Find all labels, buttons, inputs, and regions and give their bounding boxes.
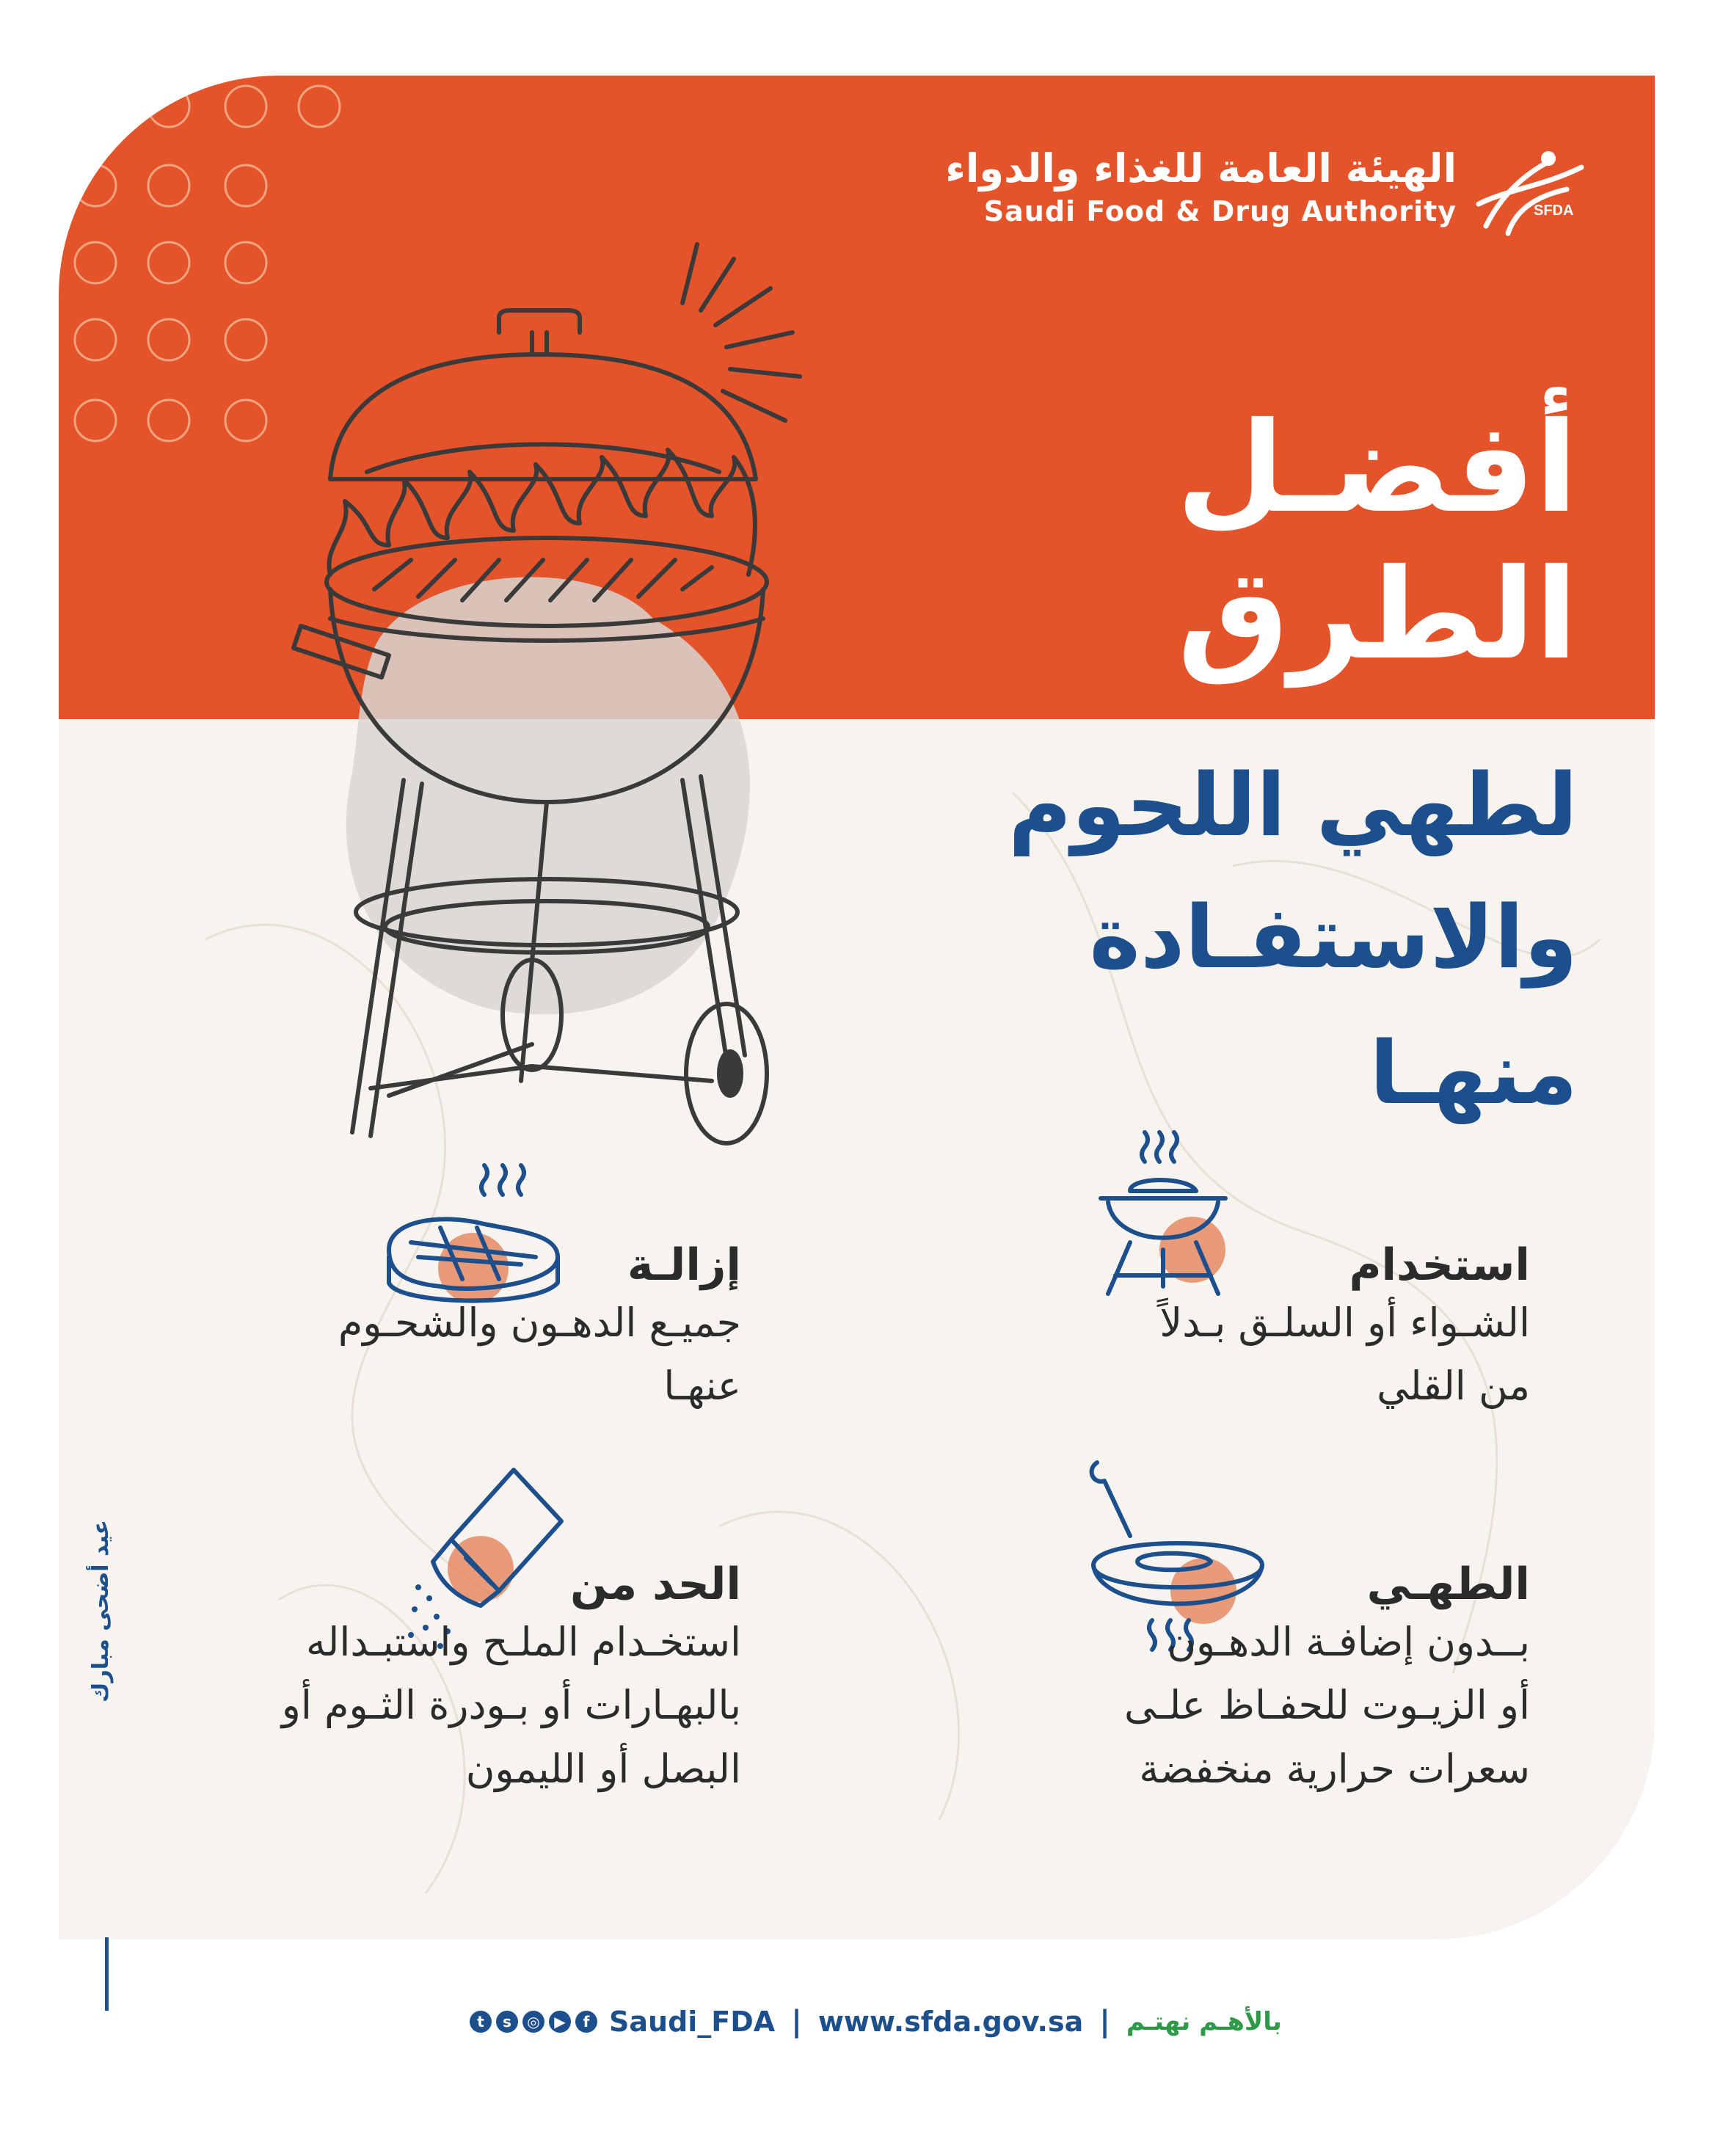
facebook-icon[interactable]: f [575, 2011, 597, 2033]
footer-separator: | [1099, 2005, 1110, 2039]
headline-line-2: الطرق [1177, 542, 1578, 688]
headline-line-3: لطهي اللحوم [1008, 754, 1578, 856]
youtube-icon[interactable]: ▶ [549, 2011, 571, 2033]
tip-remove-fat-body: جميـع الدهـون والشحـوم عنهـا [338, 1300, 741, 1410]
tip-remove-fat-title: إزالـة [627, 1239, 741, 1291]
headline-line-5: منهـا [1369, 1022, 1578, 1123]
side-greeting: عيد أضحى مبارك [88, 1519, 114, 1702]
tip-limit-salt [227, 1558, 741, 1801]
headline-line-4: والاستفـادة [1089, 886, 1578, 988]
kettle-grill-illustration [242, 237, 866, 1264]
tip-grilling-title: استخدام [1349, 1239, 1530, 1291]
logo-arabic-name: الهيئة العامة للغذاء والدواء [945, 145, 1457, 192]
sfda-emblem-icon [1464, 145, 1589, 241]
social-handle[interactable]: Saudi_FDA [609, 2006, 776, 2038]
headline-line-1: أفضـل [1176, 396, 1578, 541]
tip-limit-salt-body: استخـدام الملـح واستبـداله بالبهـارات أو بـودرة الثـوم أو البصل أو الليمون [281, 1619, 741, 1792]
tip-grilling [1016, 1239, 1530, 1418]
footer-contents [470, 1996, 1282, 2047]
tip-cooking-title: الطهـي [1366, 1559, 1530, 1610]
tip-limit-salt-title: الحد من [569, 1559, 741, 1610]
tip-cooking [1016, 1558, 1530, 1801]
tip-remove-fat [227, 1239, 741, 1418]
footer-tagline: بالأهـم نهتـم [1126, 2007, 1282, 2036]
svg-text:SFDA: SFDA [1534, 203, 1574, 219]
footer-separator: | [791, 2005, 802, 2039]
tip-grilling-body: الشـواء أو السلـق بـدلاً من القلي [1159, 1300, 1530, 1410]
snapchat-icon[interactable]: s [496, 2011, 518, 2033]
logo-english-name: Saudi Food & Drug Authority [983, 195, 1457, 227]
tip-cooking-body: بــدون إضافـة الدهـون أو الزيـوت للحفـاظ علـى سعرات حرارية منخفضة [1123, 1619, 1530, 1792]
twitter-icon[interactable]: t [470, 2011, 492, 2033]
instagram-icon[interactable]: ◎ [522, 2011, 544, 2033]
poster-card [59, 76, 1655, 1940]
website-link[interactable]: www.sfda.gov.sa [817, 2006, 1084, 2038]
footer [0, 1996, 1734, 2047]
sfda-logo [945, 145, 1589, 241]
